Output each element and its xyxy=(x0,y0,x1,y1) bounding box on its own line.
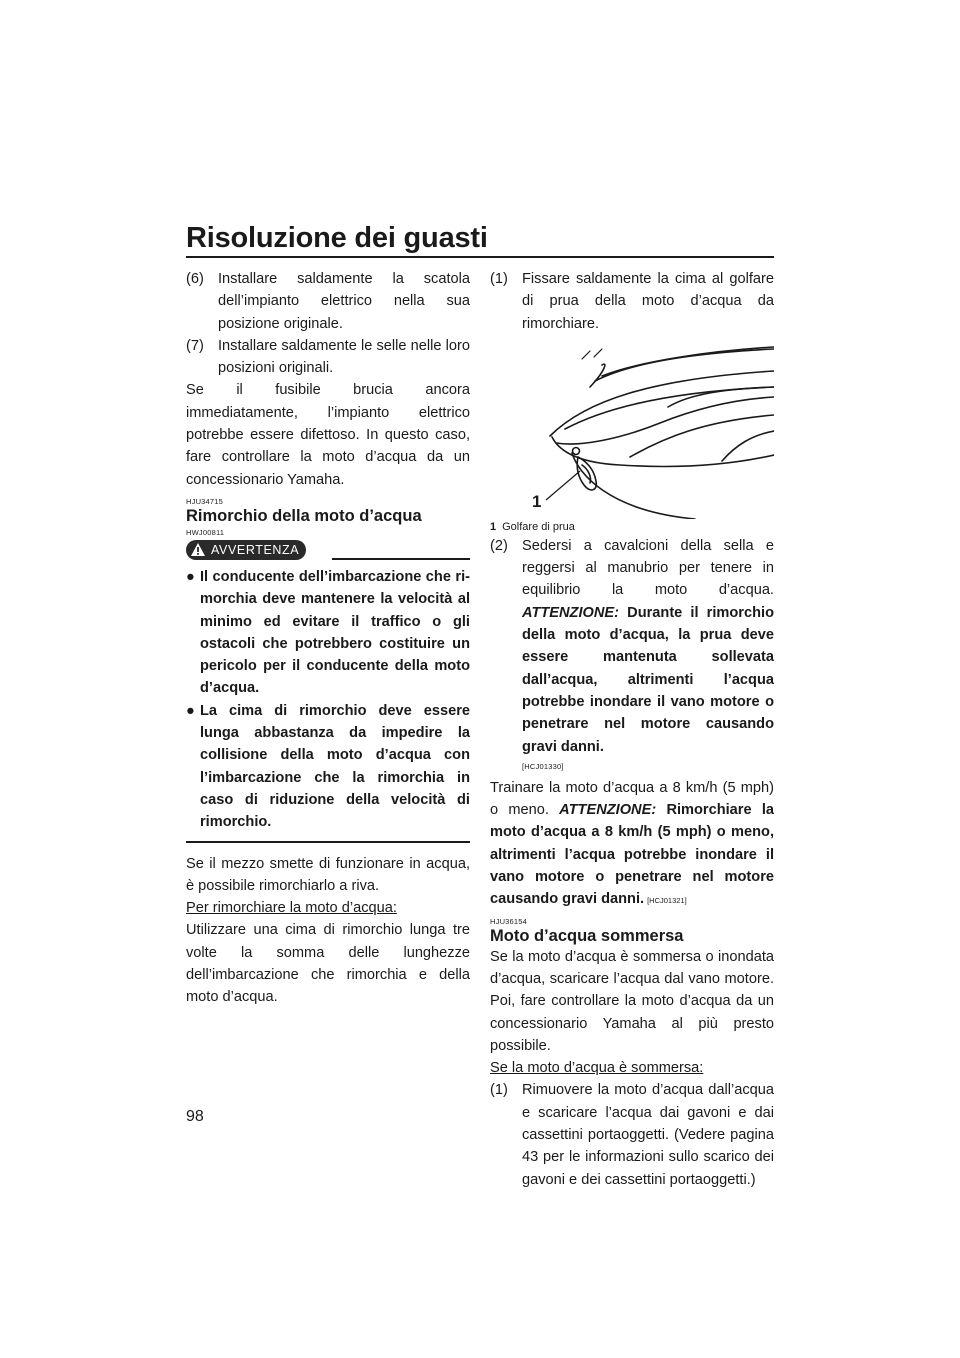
figure-caption xyxy=(490,519,774,535)
section-code: HJU34715 xyxy=(186,496,224,506)
attention-text: Durante il rimorchio della moto d’acqua, la prua deve essere mantenuta sollevata dall’acqua, altrimenti l’acqua potrebbe inondare il vano motore o penetrare nel motore causando gravi danni. xyxy=(522,604,774,755)
step-6 xyxy=(186,268,470,335)
step-text: Rimuovere la moto d’acqua dall’acqua e scaricare l’acqua dai gavoni e dai cassettini portaoggetti. (Vedere pagina 43 per le informazioni sullo scarico dei gavoni e dei cassettini portaoggetti.) xyxy=(522,1082,774,1188)
section-code: HJU36154 xyxy=(490,916,528,926)
title-rule xyxy=(186,256,774,258)
warning-label: AVVERTENZA xyxy=(211,542,300,557)
submerged-subheading: Se la moto d’acqua è sommersa: xyxy=(490,1060,704,1077)
tow-paragraph: Se il mezzo smette di funzionare in acqua, è possibile rimorchiarlo a riva. xyxy=(186,855,470,894)
attention-code: [HCJ01330] xyxy=(522,761,564,771)
tow-step-1 xyxy=(490,268,774,335)
warning-header xyxy=(186,540,470,564)
caption-text: Golfare di prua xyxy=(502,520,575,533)
tow-subheading: Per rimorchiare la moto d’acqua: xyxy=(186,900,397,917)
step-text: Sedersi a cavalcioni della sella e reggersi al manubrio per tenere in equilibrio la moto d’acqua. xyxy=(522,537,774,599)
step-number: (2) xyxy=(490,537,508,554)
speed-paragraph: Trainare la moto d’acqua a 8 km/h (5 mph) o meno. ATTENZIONE: Rimorchiare la moto d’acqua a 8 km/h (5 mph) o meno, altrimenti l’acqua potrebbe inondare il vano motore o penetrare nel motore causando gravi danni. [HCJ01321] xyxy=(490,779,775,908)
step-7 xyxy=(186,335,470,380)
page-title: Risoluzione dei guasti xyxy=(186,222,488,254)
submerged-paragraph: Se la moto d’acqua è sommersa o inondata d’acqua, scaricare l’acqua dal vano motore. Poi, fare controllare la moto d’acqua da un concessionario Yamaha al più presto possibile. xyxy=(490,948,774,1054)
bow-eye-figure xyxy=(490,341,774,519)
rope-paragraph: Utilizzare una cima di rimorchio lunga tre volte la somma delle lunghezze dell’imbarcazione che rimorchia e della moto d’acqua. xyxy=(186,922,470,1006)
fuse-paragraph: Se il fusibile brucia ancora immediatamente, l’impianto elettrico potrebbe essere difettoso. In questo caso, fare controllare la moto d’acqua da un concessionario Yamaha. xyxy=(186,382,470,488)
step-text: Fissare saldamente la cima al golfare di prua della moto d’acqua da rimorchiare. xyxy=(522,271,774,332)
warning-rule-top xyxy=(332,558,470,560)
bullet-icon: ● xyxy=(186,568,195,585)
warning-item: ● Il conducente dell’imbarcazione che rimorchia deve mantenere la velocità al minimo ed evitare il traffico o gli ostacoli che potrebbero costituire un pericolo per il conducente della moto d’acqua. xyxy=(186,566,470,700)
attention-code: [HCJ01321] xyxy=(647,896,687,906)
right-column xyxy=(490,268,774,1191)
section-title-submerged: Moto d’acqua sommersa xyxy=(490,926,684,945)
warning-triangle-icon xyxy=(190,542,206,557)
warning-item: ● La cima di rimorchio deve essere lunga abbastanza da impedire la collisione della moto d’acqua con l’imbarcazione che la rimorchia in caso di riduzione della velocità di rimorchio. xyxy=(186,700,470,834)
bullet-icon: ● xyxy=(186,702,195,719)
step-number: (6) xyxy=(186,271,204,287)
section-title-towing: Rimorchio della moto d’acqua xyxy=(186,506,422,525)
warning-badge xyxy=(186,540,306,560)
warning-list xyxy=(186,566,470,834)
step-text: Installare saldamente le selle nelle loro posizioni originali. xyxy=(218,337,470,377)
tow-step-2 xyxy=(490,535,774,758)
step-text: Installare saldamente la scatola dell’impianto elettrico nella sua posizione originale. xyxy=(218,271,470,332)
step-number: (1) xyxy=(490,1082,508,1099)
figure-callout: 1 xyxy=(532,491,542,511)
watercraft-bow-illustration xyxy=(490,341,774,519)
caption-number: 1 xyxy=(490,520,497,533)
left-column xyxy=(186,268,470,1009)
warning-rule-bottom xyxy=(186,841,470,843)
step-number: (7) xyxy=(186,337,204,354)
step-number: (1) xyxy=(490,271,508,287)
submerged-step-1 xyxy=(490,1079,774,1190)
attention-text: Rimorchiare la moto d’acqua a 8 km/h (5 mph) o meno, altrimenti l’acqua potrebbe inondare il vano motore o penetrare nel motore causando gravi danni. xyxy=(490,802,775,908)
attention-label: ATTENZIONE: xyxy=(559,802,657,819)
warning-code: HWJ00811 xyxy=(186,527,225,537)
attention-label: ATTENZIONE: xyxy=(522,604,620,621)
page-number: 98 xyxy=(186,1108,204,1125)
